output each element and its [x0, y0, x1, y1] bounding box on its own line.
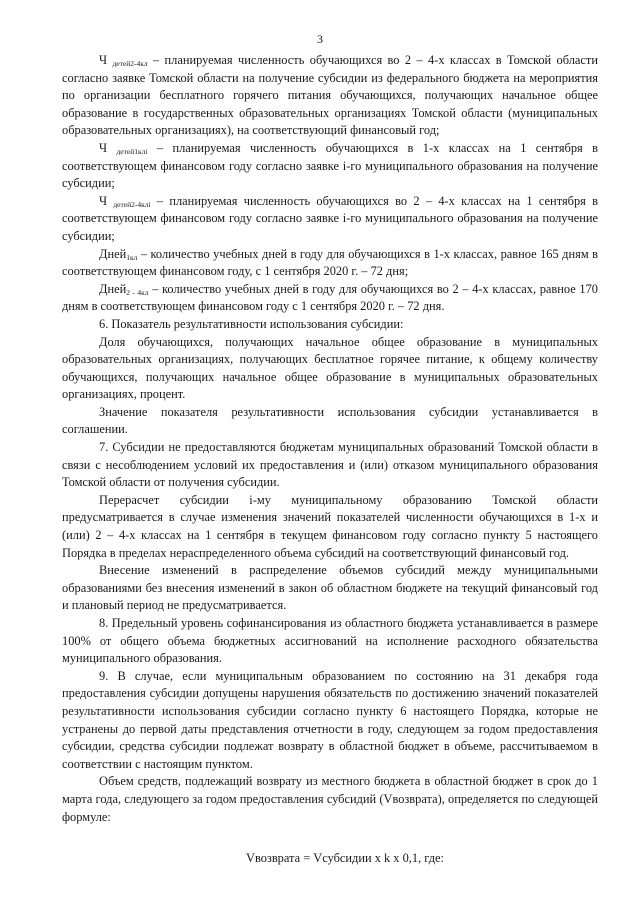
section-6-heading: 6. Показатель результативности использования субсидии:	[99, 316, 404, 331]
definition-paragraph	[62, 52, 598, 140]
definition-subscript: детей2-4кл	[112, 59, 148, 68]
definition-subscript: 1кл	[126, 252, 138, 262]
definition-text: – планируемая численность обучающихся во 2 – 4-х классах на 1 сентября в соответствующем финансовом году согласно заявке i-го муниципального образования на получение субсидии;	[62, 193, 598, 243]
definition-subscript: детей2-4клi	[113, 199, 151, 209]
definition-text: – количество учебных дней в году для обучающихся во 2 – 4-х классах, равное 170 дням в соответствующем финансовом году с 1 сентября 2020 г. – 72 дня.	[62, 281, 598, 314]
definition-subscript: детей1клi	[116, 146, 148, 156]
definition-symbol: Ч	[99, 140, 108, 155]
definition-symbol: Дней	[99, 246, 127, 261]
distribution-changes-paragraph: Внесение изменений в распределение объемов субсидий между муниципальными образованиями без внесения изменений в закон об областном бюджете на текущий финансовый год и плановый период не предусматривается.	[62, 563, 598, 613]
definition-symbol: Ч	[99, 53, 108, 67]
document-body	[62, 52, 598, 868]
definition-subscript: 2 - 4кл	[126, 287, 149, 297]
definition-text: – количество учебных дней в году для обучающихся в 1-х классах, равное 165 дням в соответствующем финансовом году, с 1 сентября 2020 г. – 72 дня;	[62, 246, 598, 279]
definition-text: – планируемая численность обучающихся во 2 – 4-х классах в Томской области согласно заявке Томской области на получение субсидии из федерального бюджета на мероприятия по организации бесплатного горячего питания обучающихся, получающих начальное общее образование в государственных образовательных организациях Томской области (муниципальных образовательных организациях), на соответствующий финансовый год;	[62, 53, 598, 138]
definition-paragraph	[62, 246, 598, 281]
definition-text: – планируемая численность обучающихся в 1-х классах на 1 сентября в соответствующем финансовом году согласно заявке i-го муниципального образования на получение субсидии;	[62, 140, 598, 191]
definition-paragraph	[62, 140, 598, 193]
section-7-paragraph: 7. Субсидии не предоставляются бюджетам муниципальных образований Томской области в связи с несоблюдением условий их предоставления и (или) отказом муниципального образования Томской области от получения субсидии.	[62, 440, 598, 490]
definition-symbol: Дней	[99, 281, 127, 296]
definition-paragraph	[62, 281, 598, 316]
indicator-description: Доля обучающихся, получающих начальное общее образование в муниципальных образовательных организациях, получающих бесплатное горячее питание, к общему количеству обучающихся, получающих начальное общее образование в муниципальных образовательных организациях, процент.	[62, 334, 598, 402]
refund-volume-paragraph: Объем средств, подлежащий возврату из местного бюджета в областной бюджет в срок до 1 марта года, следующего за годом предоставления субсидий (Vвозврата), определяется по следующей формуле:	[62, 774, 598, 824]
definition-paragraph	[62, 193, 598, 246]
indicator-value-note: Значение показателя результативности использования субсидии устанавливается в соглашении.	[62, 404, 598, 437]
page-number: 3	[317, 32, 323, 46]
recalculation-paragraph: Перерасчет субсидии i-му муниципальному образованию Томской области предусматривается в случае изменения значений показателей численности обучающихся в 1-х и (или) 2 – 4-х классах на 1 сентября в текущем финансовом году согласно пункту 5 настоящего Порядка в пределах нераспределенного объема субсидий на соответствующий финансовый год.	[62, 492, 598, 560]
definition-symbol: Ч	[99, 193, 108, 208]
section-8-paragraph: 8. Предельный уровень софинансирования из областного бюджета устанавливается в размере 100% от общего объема бюджетных ассигнований на исполнение расходного обязательства муниципального образования.	[62, 616, 598, 666]
refund-formula: Vвозврата = Vсубсидии x k x 0,1, где:	[246, 851, 444, 866]
section-9-paragraph: 9. В случае, если муниципальным образованием по состоянию на 31 декабря года предоставления субсидии допущены нарушения обязательств по достижению значений показателей результативности использования субсидии согласно пункту 6 настоящего Порядка, которые не устранены до первой даты представления отчетности в году, следующем за годом предоставления субсидии, средства субсидии подлежат возврату в областной бюджет в объеме, рассчитываемом в соответствии с настоящим пунктом.	[62, 668, 598, 771]
